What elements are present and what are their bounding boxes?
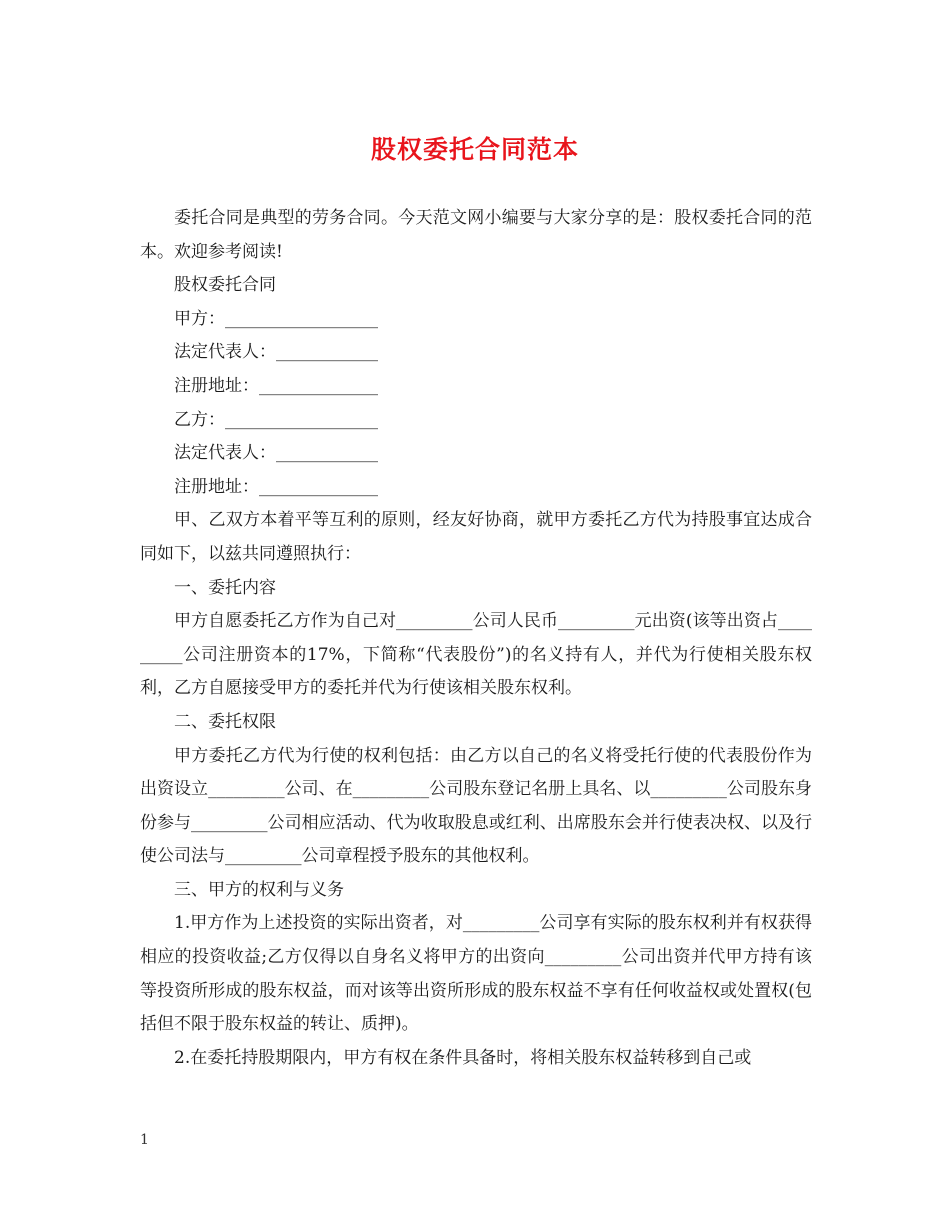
paragraph-party-a-address: 注册地址：______________ xyxy=(174,375,378,396)
document-title: 股权委托合同范本 xyxy=(370,135,579,164)
paragraph-party-b: 乙方：__________________ xyxy=(174,409,378,430)
paragraph-party-b-representative: 法定代表人：____________ xyxy=(174,443,378,464)
section-body-1: 甲方自愿委托乙方作为自己对_________公司人民币_________元出资(该等出资占_________公司注册资本的17%，下简称“代表股份”)的名义持有人，并代为行使相关股东权利，乙方自愿接受甲方的委托并代为行使该相关股东权利。 xyxy=(140,611,812,699)
section-3-clause-1: 1.甲方作为上述投资的实际出资者，对_________公司享有实际的股东权利并有权获得相应的投资收益;乙方仅得以自身名义将甲方的出资向_________公司出资并代甲方持有该等投资所形成的股东权益，而对该等出资所形成的股东权益不享有任何收益权或处置权(包括但不限于股东权益的转让、质押)。 xyxy=(140,913,812,1035)
section-3-clause-2: 2.在委托持股期限内，甲方有权在条件具备时，将相关股东权益转移到自己或 xyxy=(174,1047,752,1068)
section-body-2: 甲方委托乙方代为行使的权利包括：由乙方以自己的名义将受托行使的代表股份作为出资设立_________公司、在_________公司股东登记名册上具名、以_________公司股东身份参与_________公司相应活动、代为收取股息或红利、出席股东会并行使表决权、以及行使公司法与_________公司章程授予股东的其他权利。 xyxy=(140,745,812,867)
paragraph-party-a-representative: 法定代表人：____________ xyxy=(174,342,378,363)
paragraph-party-b-address: 注册地址：______________ xyxy=(174,476,378,497)
paragraph-contract-heading: 股权委托合同 xyxy=(174,275,276,296)
section-heading-2: 二、委托权限 xyxy=(174,711,276,732)
paragraph-preamble: 甲、乙双方本着平等互利的原则，经友好协商，就甲方委托乙方代为持股事宜达成合同如下，以兹共同遵照执行： xyxy=(140,510,812,564)
document-body xyxy=(140,202,812,1075)
paragraph-intro: 委托合同是典型的劳务合同。今天范文网小编要与大家分享的是：股权委托合同的范本。欢迎参考阅读! xyxy=(140,208,812,262)
section-heading-1: 一、委托内容 xyxy=(174,577,276,598)
section-heading-3: 三、甲方的权利与义务 xyxy=(174,879,344,900)
paragraph-party-a: 甲方：__________________ xyxy=(174,308,378,329)
page-number: 1 xyxy=(140,1132,149,1148)
